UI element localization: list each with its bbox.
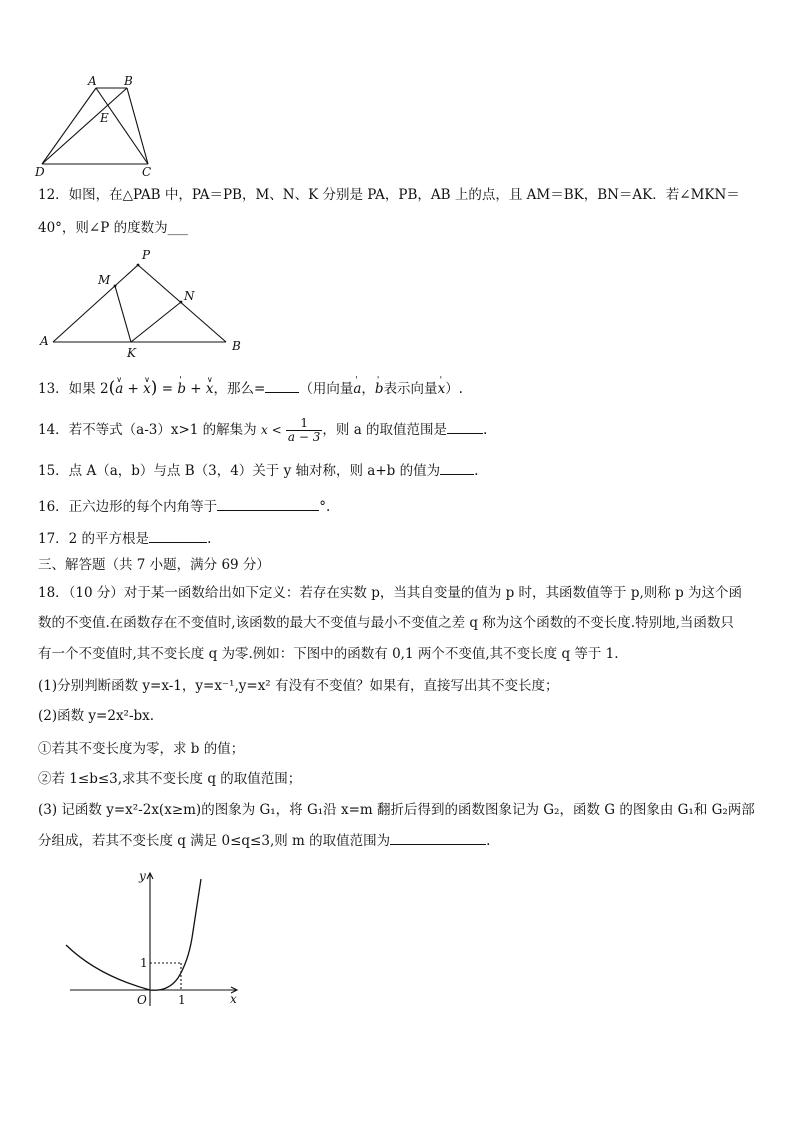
q18-part3-end: .: [486, 833, 491, 849]
label-d: D: [35, 165, 45, 179]
q14-suffix: ，则 a 的取值范围是: [322, 422, 448, 438]
label-k: K: [127, 346, 136, 360]
point-n: [180, 301, 183, 304]
q16-answer-blank[interactable]: [217, 498, 319, 511]
q15-line: [38, 462, 478, 480]
q13-vector-b: ' b: [177, 380, 186, 398]
y-axis-label: y: [139, 869, 146, 883]
q15-text: 15．点 A（a，b）与点 B（3，4）关于 y 轴对称，则 a+b 的值为: [38, 463, 441, 479]
q14-lhs: x <: [260, 423, 282, 437]
q17-text: 17．2 的平方根是: [38, 531, 150, 547]
point-p: [137, 264, 140, 267]
q12-line1: 12．如图，在△PAB 中，PA＝PB，M、N、K 分别是 PA，PB，AB 上的点，且 AM＝BK，BN＝AK．若∠MKN＝: [38, 187, 740, 203]
q14-prefix: 14．若不等式（a-3）x>1 的解集为: [38, 422, 257, 438]
segment-bc: [127, 88, 148, 164]
q13-end: ）.: [445, 381, 463, 397]
q13-vector-a: ∨ a: [115, 380, 123, 398]
q18-part3-line1: (3) 记函数 y=x²-2x(x≥m)的图象为 G₁，将 G₁沿 x=m 翻折后得到的函数图象记为 G₂，函数 G 的图象由 G₁和 G₂两部: [38, 802, 755, 818]
label-e: E: [100, 111, 109, 125]
q14-denominator: a − 3: [287, 430, 321, 444]
q14-numerator: 1: [286, 417, 322, 431]
function-graph: [60, 866, 260, 1016]
q18-answer-blank[interactable]: [390, 832, 486, 845]
label-b: B: [124, 74, 133, 88]
q14-line: [38, 415, 487, 445]
q18-line2: 数的不变值.在函数存在不变值时,该函数的最大不变值与最小不变值之差 q 称为这个函数的不变长度.特别地,当函数只: [38, 615, 734, 631]
q16-line: [38, 498, 330, 516]
q14-fraction: [286, 417, 322, 444]
q13-ref-a: ' a: [353, 380, 361, 398]
q18-part3-text: 分组成，若其不变长度 q 满足 0≤q≤3,则 m 的取值范围为: [38, 833, 391, 849]
q13-lparen: (: [108, 378, 116, 398]
label-c: C: [142, 165, 152, 179]
q18-line1: 18．（10 分）对于某一函数给出如下定义：若存在实数 p，当其自变量的值为 p 时，其函数值等于 p,则称 p 为这个函: [38, 585, 743, 601]
segment-pb: [138, 265, 226, 342]
label-p: P: [142, 248, 151, 262]
triangle-figure: [36, 246, 256, 361]
function-curve: [66, 879, 201, 990]
label-m: M: [98, 273, 111, 287]
diagonal-bd: [42, 88, 127, 164]
origin-label: O: [137, 993, 147, 1007]
trapezoid-figure: [30, 72, 170, 182]
q14-answer-blank[interactable]: [447, 421, 483, 434]
q14-end: .: [483, 422, 488, 438]
diagonal-ac: [96, 88, 148, 164]
q13-eq: =: [157, 381, 178, 397]
q18-line3: 有一个不变值时,其不变长度 q 为零.例如：下图中的函数有 0,1 两个不变值,其不变长度 q 等于 1.: [38, 646, 619, 662]
q18-part1: (1)分别判断函数 y=x-1，y=x⁻¹,y=x² 有没有不变值？如果有，直接写出其不变长度；: [38, 678, 559, 694]
q12-line2: 40°，则∠P 的度数为___: [38, 220, 188, 236]
q13-plus: +: [123, 381, 144, 397]
q18-part3-line2: [38, 832, 490, 850]
q13-comma: ，: [361, 381, 375, 397]
segment-pa: [53, 265, 138, 342]
q13-ref-b: ' b: [375, 380, 384, 398]
label-b: B: [232, 339, 241, 353]
x-tick-1: 1: [178, 993, 186, 1007]
q17-answer-blank[interactable]: [149, 530, 207, 543]
q18-part2b: ②若 1≤b≤3,求其不变长度 q 的取值范围；: [38, 771, 302, 787]
q13-answer-blank[interactable]: [265, 380, 299, 393]
q16-text: 16．正六边形的每个内角等于: [38, 499, 218, 515]
q13-vector-x2: ∨ x: [206, 380, 214, 398]
q13-rparen: ): [150, 378, 158, 398]
q13-plus2: +: [186, 381, 206, 397]
x-axis-label: x: [230, 992, 237, 1006]
q18-part2a: ①若其不变长度为零，求 b 的值；: [38, 741, 245, 757]
q13-suffix-b: 表示向量: [383, 381, 438, 397]
label-a: A: [88, 74, 97, 88]
q13-line: [38, 379, 463, 398]
segment-nk: [131, 302, 181, 342]
q17-end: .: [207, 531, 212, 547]
q13-suffix-a: （用向量: [299, 381, 354, 397]
q13-vector-x: ∨ x: [143, 380, 151, 398]
q13-prefix: 13．如果 2: [38, 381, 109, 397]
segment-ad: [42, 88, 96, 164]
point-m: [114, 285, 117, 288]
q15-end: .: [474, 463, 479, 479]
q15-answer-blank[interactable]: [440, 462, 474, 475]
q13-mid: ，那么=: [213, 381, 266, 397]
label-n: N: [184, 289, 195, 303]
label-a: A: [40, 334, 49, 348]
q13-ref-x: ' x: [438, 380, 446, 398]
q17-line: [38, 530, 211, 548]
segment-mk: [115, 286, 131, 342]
y-tick-1: 1: [140, 956, 148, 970]
q16-end: °.: [319, 499, 331, 515]
q18-part2: (2)函数 y=2x²-bx.: [38, 708, 155, 724]
section-3-heading: 三、解答题（共 7 小题，满分 69 分）: [38, 557, 270, 573]
